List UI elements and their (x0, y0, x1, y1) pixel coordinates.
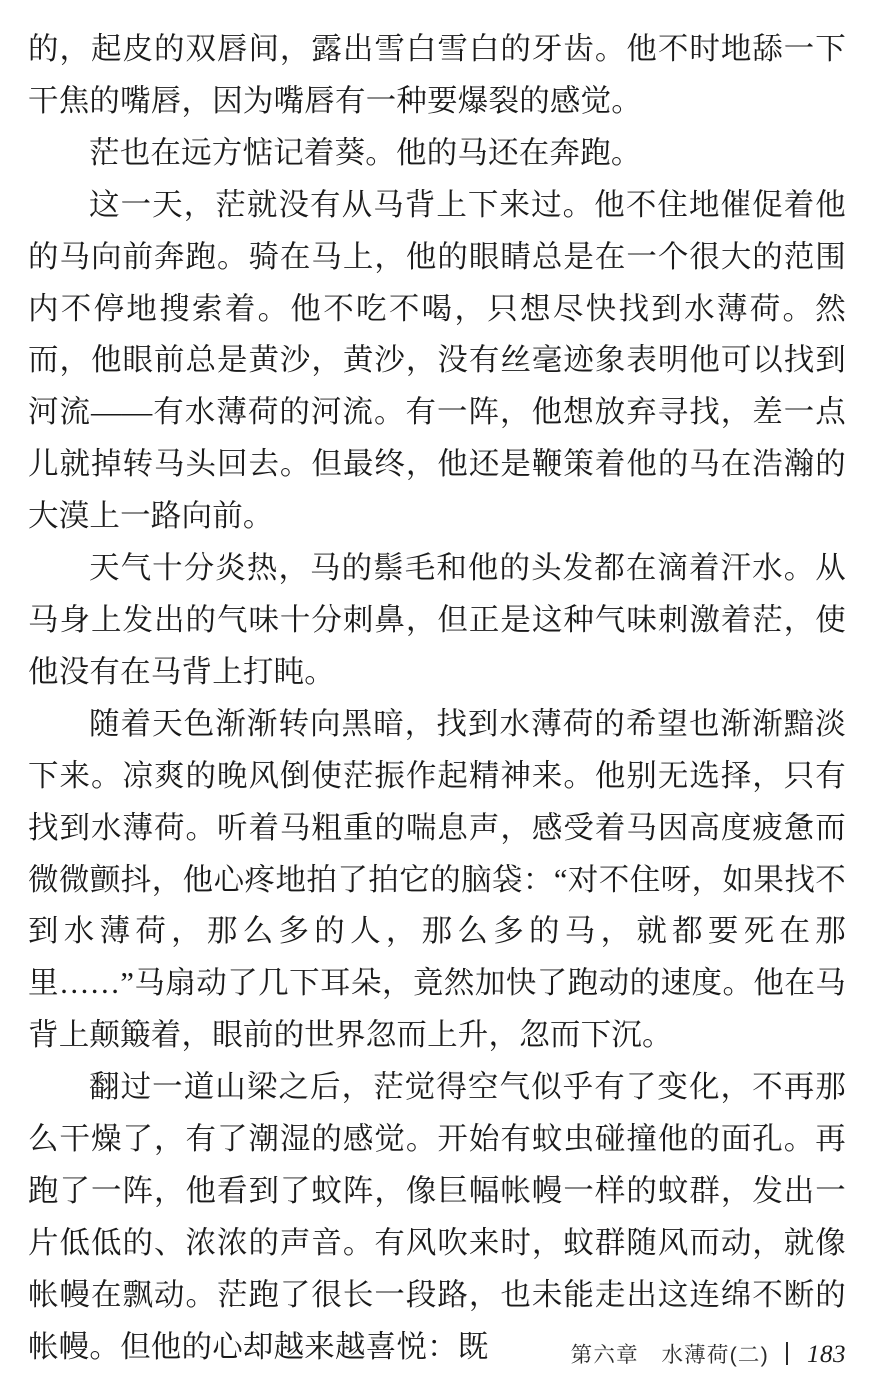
footer-chapter-title: 第六章 水薄荷(二) (570, 1343, 769, 1367)
paragraph-over-the-ridge: 翻过一道山梁之后，茫觉得空气似乎有了变化，不再那么干燥了，有了潮湿的感觉。开始有蚊虫碰撞他的面孔。再跑了一阵，他看到了蚊阵，像巨幅帐幔一样的蚊群，发出一片低低的、浓浓的声音。有风吹来时，蚊群随风而动，就像帐幔在飘动。茫跑了很长一段路，也未能走出这连绵不断的帐幔。但他的心却越来越喜悦：既 (28, 1070, 846, 1364)
paragraph-mang-remembers-kui: 茫也在远方惦记着葵。他的马还在奔跑。 (89, 135, 642, 170)
page-number: 183 (807, 1341, 846, 1368)
paragraph-weather-hot: 天气十分炎热，马的鬃毛和他的头发都在滴着汗水。从马身上发出的气味十分刺鼻，但正是这种气味刺激着茫，使他没有在马背上打盹。 (28, 551, 846, 689)
paragraph-this-day: 这一天，茫就没有从马背上下来过。他不住地催促着他的马向前奔跑。骑在马上，他的眼睛总是在一个很大的范围内不停地搜索着。他不吃不喝，只想尽快找到水薄荷。然而，他眼前总是黄沙，黄沙，没有丝毫迹象表明他可以找到河流——有水薄荷的河流。有一阵，他想放弃寻找，差一点儿就掉转马头回去。但最终，他还是鞭策着他的马在浩瀚的大漠上一路向前。 (28, 187, 846, 534)
page-text-body (28, 24, 846, 1374)
paragraph-continuation: 的，起皮的双唇间，露出雪白雪白的牙齿。他不时地舔一下干焦的嘴唇，因为嘴唇有一种要爆裂的感觉。 (28, 32, 846, 118)
page-footer (0, 1338, 846, 1369)
paragraph-darkness-falls: 随着天色渐渐转向黑暗，找到水薄荷的希望也渐渐黯淡下来。凉爽的晚风倒使茫振作起精神来。他别无选择，只有找到水薄荷。听着马粗重的喘息声，感受着马因高度疲惫而微微颤抖，他心疼地拍了拍它的脑袋：“对不住呀，如果找不到水薄荷，那么多的人，那么多的马，就都要死在那里……”马扇动了几下耳朵，竟然加快了跑动的速度。他在马背上颠簸着，眼前的世界忽而上升，忽而下沉。 (28, 706, 846, 1053)
footer-separator-rule (786, 1342, 788, 1365)
